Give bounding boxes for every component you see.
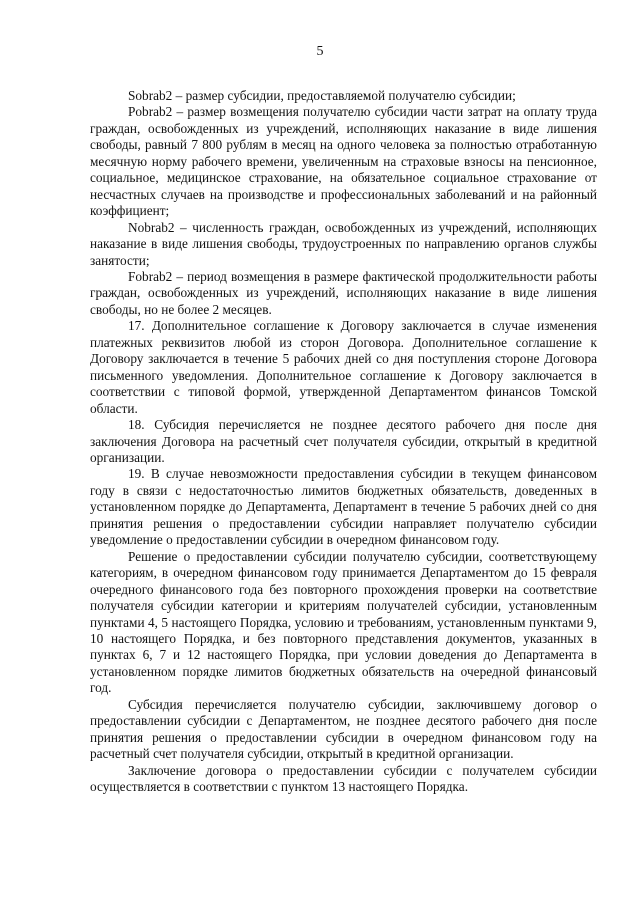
- paragraph-decision: Решение о предоставлении субсидии получателю субсидии, соответствующему категориям, в очередном финансовом году принимается Департаментом до 15 февраля очередного финансового года без повторного прохождения проверки на соответствие получателя субсидии категории и критериям получателей субсидии, установленным пунктами 4, 5 настоящего Порядка, условию и требованиям, установленным пунктами 9, 10 настоящего Порядка, и без повторного представления документов, указанных в пунктах 6, 7 и 12 настоящего Порядка, при условии доведения до Департамента в установленном порядке лимитов бюджетных обязательств на очередной финансовый год.: [90, 548, 597, 696]
- paragraph-clause-18: 18. Субсидия перечисляется не позднее десятого рабочего дня после дня заключения Договора на расчетный счет получателя субсидии, открытый в кредитной организации.: [90, 417, 597, 465]
- paragraph-nobrab2-definition: Nobrab2 – численность граждан, освобожденных из учреждений, исполняющих наказание в виде лишения свободы, трудоустроенных по направлению органов службы занятости;: [90, 219, 597, 268]
- paragraph-transfer: Субсидия перечисляется получателю субсидии, заключившему договор о предоставлении субсидии с Департаментом, не позднее десятого рабочего дня после принятия решения о предоставлении субсидии в очередном финансовом году на расчетный счет получателя субсидии, открытый в кредитной организации.: [90, 696, 597, 762]
- document-body: [90, 88, 597, 795]
- paragraph-fobrab2-definition: Fobrab2 – период возмещения в размере фактической продолжительности работы граждан, освобожденных из учреждений, исполняющих наказание в виде лишения свободы, но не более 2 месяцев.: [90, 268, 597, 317]
- paragraph-sobrab2-definition: Sobrab2 – размер субсидии, предоставляемой получателю субсидии;: [128, 88, 516, 103]
- paragraph-clause-17: 17. Дополнительное соглашение к Договору заключается в случае изменения платежных реквизитов любой из сторон Договора. Дополнительное соглашение к Договору заключается в течение 5 рабочих дней со дня поступления стороне Договора письменного уведомления. Дополнительное соглашение к Договору заключается в соответствии с типовой формой, утвержденной Департаментом финансов Томской области.: [90, 318, 597, 416]
- paragraph-contract-conclusion: Заключение договора о предоставлении субсидии с получателем субсидии осуществляется в соответствии с пунктом 13 настоящего Порядка.: [90, 762, 597, 795]
- page-number: 5: [316, 44, 324, 59]
- paragraph-clause-19: 19. В случае невозможности предоставления субсидии в текущем финансовом году в связи с недостаточностью лимитов бюджетных обязательств, доведенных в установленном порядке до Департамента, Департамент в течение 5 рабочих дней со дня принятия решения о предоставлении субсидии направляет получателю субсидии уведомление о предоставлении субсидии в очередном финансовом году.: [90, 466, 597, 548]
- paragraph-pobrab2-definition: Pobrab2 – размер возмещения получателю субсидии части затрат на оплату труда граждан, освобожденных из учреждений, исполняющих наказание в виде лишения свободы, равный 7 800 рублям в месяц на одного человека за полностью отработанную месячную норму рабочего времени, увеличенным на страховые взносы на пенсионное, социальное, медицинское страхование, на обязательное социальное страхование от несчастных случаев на производстве и профессиональных заболеваний и на районный коэффициент;: [90, 104, 597, 219]
